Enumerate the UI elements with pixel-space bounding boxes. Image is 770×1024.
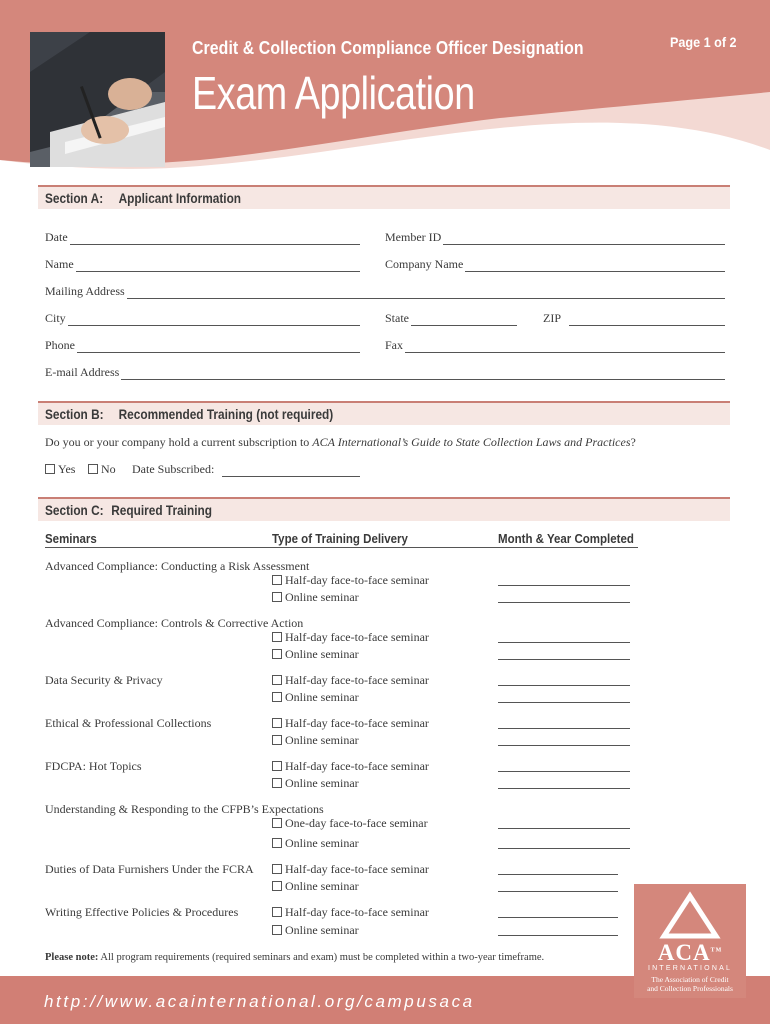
fax-label: Fax bbox=[385, 338, 403, 352]
fax-line[interactable] bbox=[405, 343, 725, 353]
completion-date-line[interactable] bbox=[498, 874, 618, 875]
option-label: Online seminar bbox=[285, 647, 359, 661]
online-option[interactable] bbox=[272, 690, 359, 705]
online-option[interactable] bbox=[272, 879, 359, 894]
completion-date-line[interactable] bbox=[498, 848, 630, 849]
section-a-letter: Section A: bbox=[45, 190, 104, 206]
name-field[interactable] bbox=[45, 257, 360, 272]
seminar-name: Duties of Data Furnishers Under the FCRA bbox=[45, 862, 254, 876]
option-label: Online seminar bbox=[285, 776, 359, 790]
face-to-face-option[interactable] bbox=[272, 862, 429, 877]
completion-date-line[interactable] bbox=[498, 745, 630, 746]
face-to-face-checkbox[interactable] bbox=[272, 675, 282, 685]
option-label: Online seminar bbox=[285, 879, 359, 893]
online-option[interactable] bbox=[272, 647, 359, 662]
option-label: Half-day face-to-face seminar bbox=[285, 862, 429, 876]
section-c-header bbox=[38, 497, 730, 521]
state-line[interactable] bbox=[411, 316, 517, 326]
phone-label: Phone bbox=[45, 338, 75, 352]
company-name-label: Company Name bbox=[385, 257, 464, 271]
option-label: Online seminar bbox=[285, 733, 359, 747]
section-b-letter: Section B: bbox=[45, 406, 104, 422]
section-b-title: Recommended Training (not required) bbox=[118, 406, 334, 422]
online-checkbox[interactable] bbox=[272, 925, 282, 935]
face-to-face-checkbox[interactable] bbox=[272, 907, 282, 917]
face-to-face-option[interactable] bbox=[272, 673, 429, 688]
seminar-name: Data Security & Privacy bbox=[45, 673, 163, 687]
option-label: Half-day face-to-face seminar bbox=[285, 630, 429, 644]
online-checkbox[interactable] bbox=[272, 778, 282, 788]
completion-date-line[interactable] bbox=[498, 935, 618, 936]
completed-column-header: Month & Year Completed bbox=[498, 532, 638, 548]
face-to-face-option[interactable] bbox=[272, 630, 429, 645]
completion-date-line[interactable] bbox=[498, 917, 618, 918]
hand-writing-photo bbox=[30, 32, 165, 167]
option-label: Half-day face-to-face seminar bbox=[285, 759, 429, 773]
face-to-face-checkbox[interactable] bbox=[272, 864, 282, 874]
online-checkbox[interactable] bbox=[272, 592, 282, 602]
member-id-label: Member ID bbox=[385, 230, 442, 244]
seminar-name: Advanced Compliance: Conducting a Risk Assessment bbox=[45, 559, 310, 573]
state-field[interactable] bbox=[385, 311, 517, 326]
completion-date-line[interactable] bbox=[498, 728, 630, 729]
date-line[interactable] bbox=[70, 235, 360, 245]
completion-date-line[interactable] bbox=[498, 602, 630, 603]
option-label: Online seminar bbox=[285, 590, 359, 604]
page-title: Exam Application bbox=[192, 67, 475, 119]
mailing-address-field[interactable] bbox=[45, 284, 725, 299]
completion-date-line[interactable] bbox=[498, 685, 630, 686]
completion-date-line[interactable] bbox=[498, 771, 630, 772]
option-label: Half-day face-to-face seminar bbox=[285, 905, 429, 919]
yes-label: Yes bbox=[58, 462, 76, 476]
no-label: No bbox=[101, 462, 116, 476]
seminar-name: Understanding & Responding to the CFPB’s Expectations bbox=[45, 802, 324, 816]
aca-logo-name: ACA™ bbox=[657, 940, 723, 965]
zip-line[interactable] bbox=[569, 316, 725, 326]
seminars-column-header: Seminars bbox=[45, 532, 272, 548]
aca-logo bbox=[634, 884, 746, 998]
email-field[interactable] bbox=[45, 365, 725, 380]
face-to-face-checkbox[interactable] bbox=[272, 718, 282, 728]
online-option[interactable] bbox=[272, 776, 359, 791]
online-checkbox[interactable] bbox=[272, 692, 282, 702]
no-option[interactable] bbox=[88, 462, 116, 477]
name-line[interactable] bbox=[76, 262, 360, 272]
header-banner bbox=[0, 0, 770, 180]
completion-date-line[interactable] bbox=[498, 702, 630, 703]
header-supertitle: Credit & Collection Compliance Officer Designation bbox=[192, 38, 584, 58]
email-line[interactable] bbox=[121, 370, 725, 380]
online-checkbox[interactable] bbox=[272, 838, 282, 848]
state-label: State bbox=[385, 311, 409, 325]
city-field[interactable] bbox=[45, 311, 360, 326]
zip-label: ZIP bbox=[543, 311, 561, 325]
option-label: Half-day face-to-face seminar bbox=[285, 716, 429, 730]
yes-checkbox[interactable] bbox=[45, 464, 55, 474]
date-label: Date bbox=[45, 230, 68, 244]
aca-triangle-icon bbox=[634, 884, 746, 944]
footer-url[interactable]: http://www.acainternational.org/campusaca bbox=[44, 992, 475, 1011]
face-to-face-checkbox[interactable] bbox=[272, 818, 282, 828]
option-label: Half-day face-to-face seminar bbox=[285, 673, 429, 687]
option-label: Half-day face-to-face seminar bbox=[285, 573, 429, 587]
company-name-field[interactable] bbox=[385, 257, 725, 272]
yes-option[interactable] bbox=[45, 462, 75, 477]
face-to-face-checkbox[interactable] bbox=[272, 761, 282, 771]
section-c-title: Required Training bbox=[111, 502, 212, 518]
section-a-title: Applicant Information bbox=[118, 190, 242, 206]
seminar-name: Ethical & Professional Collections bbox=[45, 716, 212, 730]
completion-date-line[interactable] bbox=[498, 659, 630, 660]
option-label: Online seminar bbox=[285, 836, 359, 850]
option-label: Online seminar bbox=[285, 923, 359, 937]
no-checkbox[interactable] bbox=[88, 464, 98, 474]
fax-field[interactable] bbox=[385, 338, 725, 353]
seminar-name: Writing Effective Policies & Procedures bbox=[45, 905, 239, 919]
subscription-question: Do you or your company hold a current subscription to ACA International’s Guide to State Collection Laws and Practices? bbox=[45, 435, 636, 449]
zip-field[interactable] bbox=[543, 311, 725, 326]
completion-date-line[interactable] bbox=[498, 788, 630, 789]
completion-date-line[interactable] bbox=[498, 642, 630, 643]
completion-date-line[interactable] bbox=[498, 585, 630, 586]
face-to-face-option[interactable] bbox=[272, 573, 429, 588]
online-checkbox[interactable] bbox=[272, 735, 282, 745]
face-to-face-option[interactable] bbox=[272, 816, 428, 831]
phone-line[interactable] bbox=[77, 343, 360, 353]
online-checkbox[interactable] bbox=[272, 649, 282, 659]
mailing-address-line[interactable] bbox=[127, 289, 725, 299]
face-to-face-option[interactable] bbox=[272, 905, 429, 920]
section-a-header bbox=[38, 185, 730, 209]
mailing-address-label: Mailing Address bbox=[45, 284, 125, 298]
email-label: E-mail Address bbox=[45, 365, 120, 379]
date-field[interactable] bbox=[45, 230, 360, 245]
seminar-name: FDCPA: Hot Topics bbox=[45, 759, 142, 773]
online-option[interactable] bbox=[272, 923, 359, 938]
option-label: Online seminar bbox=[285, 690, 359, 704]
seminar-name: Advanced Compliance: Controls & Corrective Action bbox=[45, 616, 304, 630]
member-id-line[interactable] bbox=[443, 235, 725, 245]
option-label: One-day face-to-face seminar bbox=[285, 816, 428, 830]
city-line[interactable] bbox=[68, 316, 360, 326]
date-subscribed-line[interactable] bbox=[222, 467, 360, 477]
date-subscribed-label: Date Subscribed: bbox=[132, 462, 215, 476]
face-to-face-option[interactable] bbox=[272, 759, 429, 774]
phone-field[interactable] bbox=[45, 338, 360, 353]
completion-date-line[interactable] bbox=[498, 891, 618, 892]
online-checkbox[interactable] bbox=[272, 881, 282, 891]
date-subscribed-field[interactable] bbox=[132, 462, 360, 477]
company-name-line[interactable] bbox=[465, 262, 725, 272]
member-id-field[interactable] bbox=[385, 230, 725, 245]
online-option[interactable] bbox=[272, 590, 359, 605]
delivery-column-header: Type of Training Delivery bbox=[272, 532, 498, 548]
section-b-header bbox=[38, 401, 730, 425]
completion-date-line[interactable] bbox=[498, 828, 630, 829]
face-to-face-checkbox[interactable] bbox=[272, 632, 282, 642]
face-to-face-checkbox[interactable] bbox=[272, 575, 282, 585]
page-number: Page 1 of 2 bbox=[670, 34, 737, 50]
please-note: Please note: All program requirements (required seminars and exam) must be completed within a two-year timeframe. bbox=[45, 952, 545, 963]
name-label: Name bbox=[45, 257, 74, 271]
aca-logo-tagline: The Association of Credit and Collection Professionals bbox=[647, 975, 733, 993]
face-to-face-option[interactable] bbox=[272, 716, 429, 731]
city-label: City bbox=[45, 311, 66, 325]
online-option[interactable] bbox=[272, 733, 359, 748]
aca-logo-sub: INTERNATIONAL bbox=[647, 965, 733, 972]
section-c-letter: Section C: bbox=[45, 502, 104, 518]
online-option[interactable] bbox=[272, 836, 359, 851]
